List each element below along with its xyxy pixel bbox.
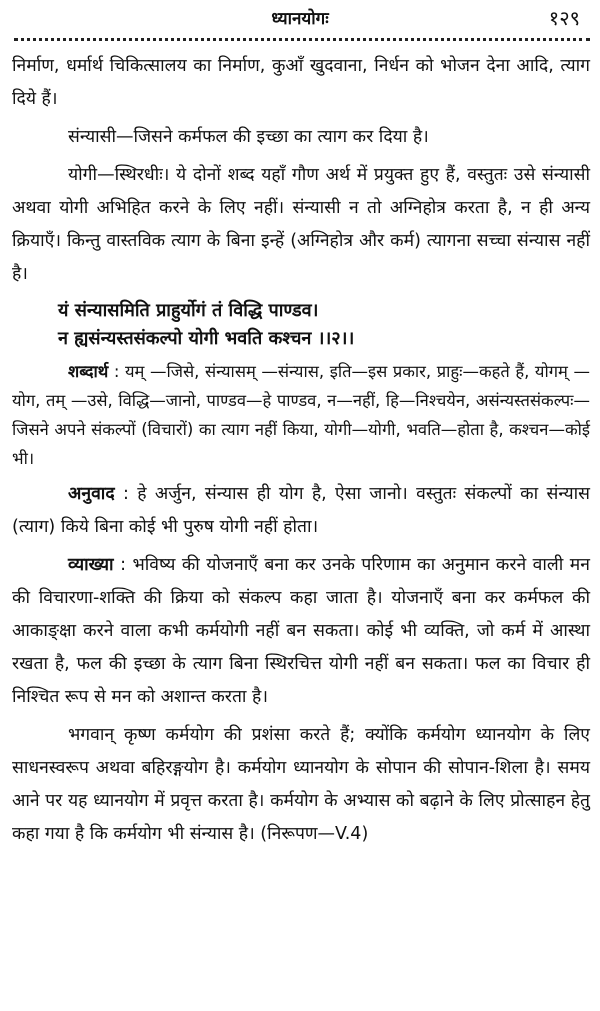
commentary-text: : भविष्य की योजनाएँ बना कर उनके परिणाम का अनुमान करने वाली मन की विचारणा-शक्ति की क्रिया को संकल्प कहा जाता है। योजनाएँ बना कर कर्मफल की आकाङ्क्षा करने वाला कभी कर्मयोगी नहीं बन सकता। कोई भी व्यक्ति, जो कर्म में आस्था रखता है, फल की इच्छा के त्याग बिना स्थिरचित्त योगी नहीं बन सकता। फल का विचार ही निश्चित रूप से मन को अशान्त करता है। <box>12 555 590 707</box>
translation-text: : हे अर्जुन, संन्यास ही योग है, ऐसा जानो। वस्तुतः संकल्पों का संन्यास (त्याग) किये बिना कोई भी पुरुष योगी नहीं होता। <box>12 484 590 537</box>
paragraph-sannyasi: संन्यासी—जिसने कर्मफल की इच्छा का त्याग कर दिया है। <box>68 127 429 147</box>
word-meaning-label: शब्दार्थ <box>68 362 109 381</box>
translation-section <box>12 478 590 544</box>
paragraph-krishna: भगवान् कृष्ण कर्मयोग की प्रशंसा करते हैं; क्योंकि कर्मयोग ध्यानयोग के लिए साधनस्वरूप अथवा बहिरङ्गयोग है। कर्मयोग ध्यानयोग के सोपान की सोपान-शिला है। समय आने पर यह ध्यानयोग में प्रवृत्त करता है। कर्मयोग के अभ्यास को बढ़ाने के लिए प्रोत्साहन हेतु कहा गया है कि कर्मयोग भी संन्यास है। (निरूपण—V.4) <box>12 725 590 844</box>
header-divider <box>14 38 590 41</box>
translation-label: अनुवाद <box>68 484 115 504</box>
paragraph-continued: निर्माण, धर्मार्थ चिकित्सालय का निर्माण, कुआँ खुदवाना, निर्धन को भोजन देना आदि, त्याग दिये हैं। <box>12 56 590 109</box>
commentary-section <box>12 549 590 714</box>
verse-line-1: यं संन्यासमिति प्राहुर्योगं तं विद्धि पाण्डव। <box>58 300 319 321</box>
page-header <box>0 4 600 32</box>
running-title: ध्यानयोगः <box>271 9 329 29</box>
sanskrit-verse <box>12 297 590 353</box>
page-body <box>12 50 590 851</box>
commentary-label: व्याख्या <box>68 555 114 575</box>
word-meaning-section <box>12 357 590 473</box>
paragraph-yogi: योगी—स्थिरधीः। ये दोनों शब्द यहाँ गौण अर्थ में प्रयुक्त हुए हैं, वस्तुतः उसे संन्यासी अथवा योगी अभिहित करने के लिए नहीं। संन्यासी न तो अग्निहोत्र करता है, न ही अन्य क्रियाएँ। किन्तु वास्तविक त्याग के बिना इन्हें (अग्निहोत्र और कर्म) त्यागना सच्चा संन्यास नहीं है। <box>12 165 590 284</box>
word-meaning-text: : यम् —जिसे, संन्यासम् —संन्यास, इति—इस प्रकार, प्राहुः—कहते हैं, योगम् —योग, तम् —उसे, विद्धि—जानो, पाण्डव—हे पाण्डव, न—नहीं, हि—निश्चयेन, असंन्यस्तसंकल्पः—जिसने अपने संकल्पों (विचारों) का त्याग नहीं किया, योगी—योगी, भवति—होता है, कश्चन—कोई भी। <box>12 362 590 468</box>
verse-line-2: न ह्यसंन्यस्तसंकल्पो योगी भवति कश्चन ।।२।। <box>58 328 355 349</box>
page-number: १२९ <box>548 6 580 30</box>
